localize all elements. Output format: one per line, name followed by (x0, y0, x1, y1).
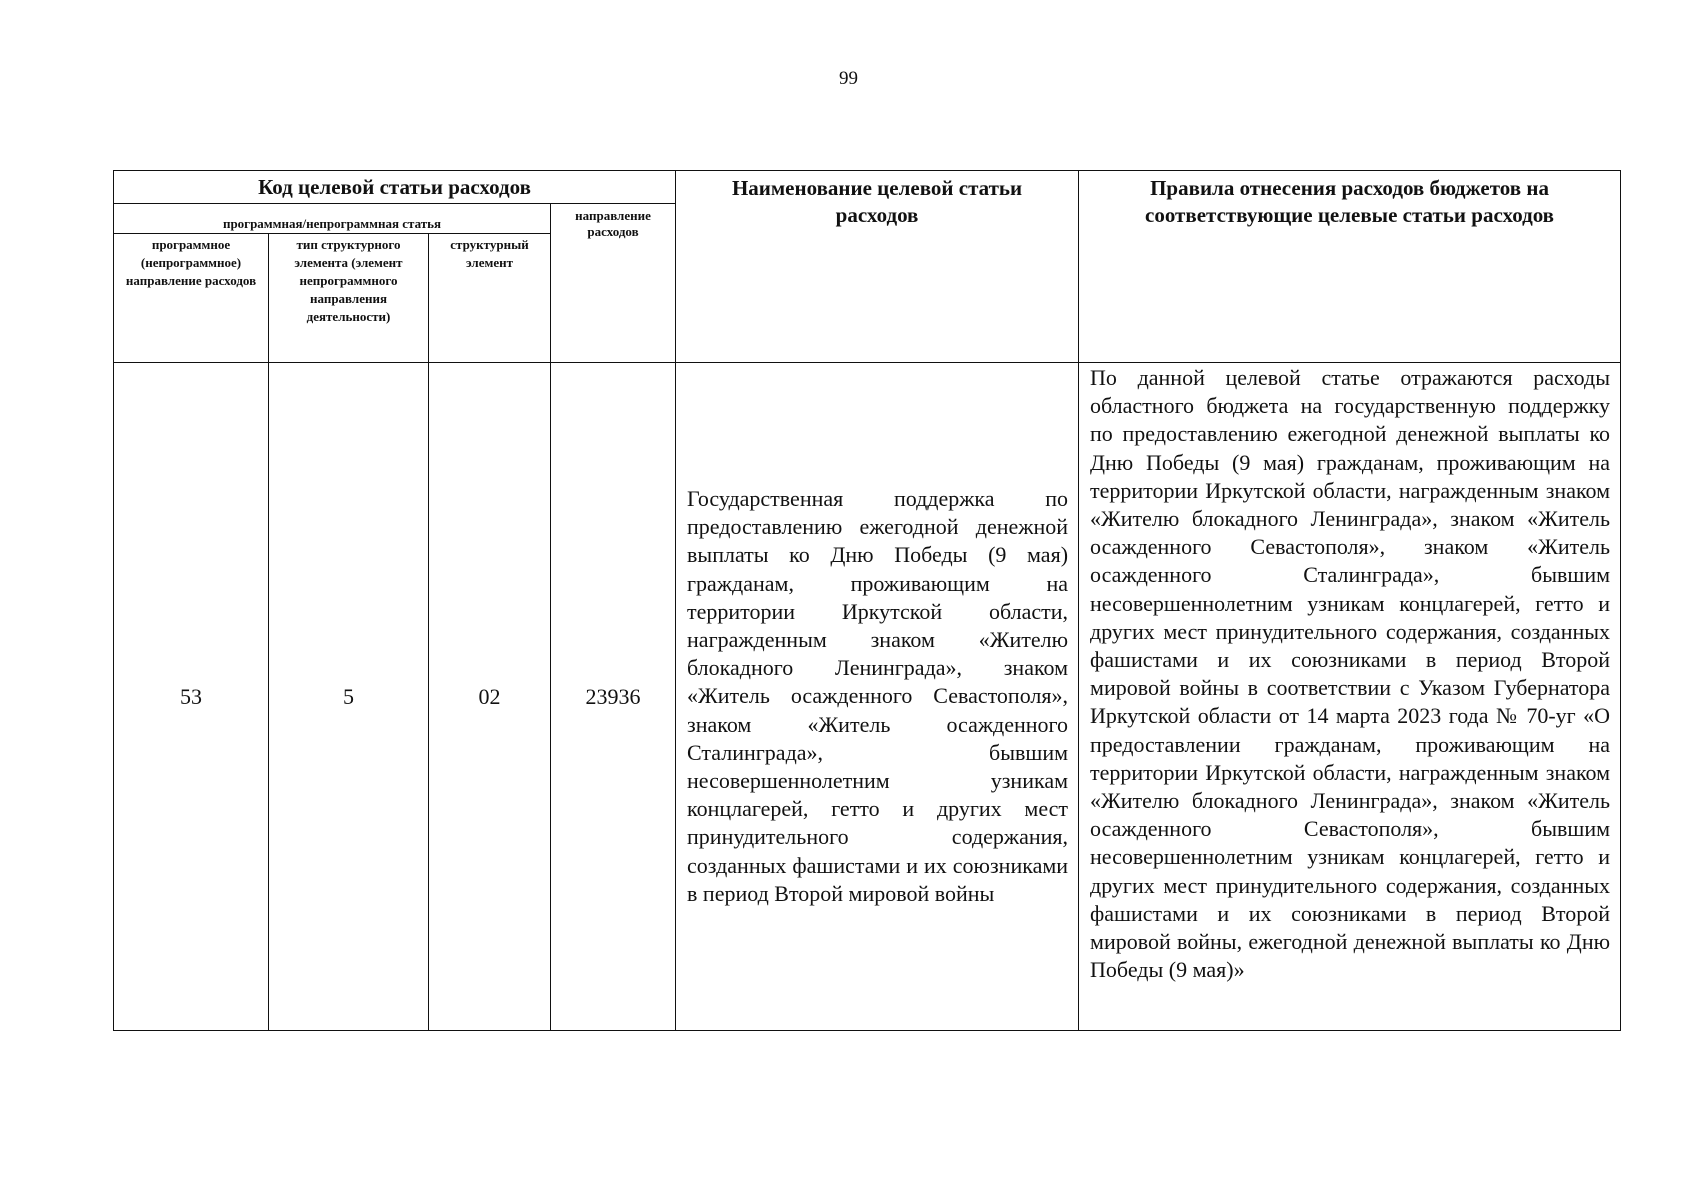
cell-structural-element-type: 5 (269, 363, 429, 1031)
header-allocation-rules: Правила отнесения расходов бюджетов на соответствующие целевые статьи расходов (1079, 171, 1621, 363)
cell-structural-element: 02 (429, 363, 551, 1031)
header-target-code: Код целевой статьи расходов (114, 171, 676, 204)
header-program-direction: программное (непрограммное) направление расходов (114, 234, 269, 363)
budget-classification-table (113, 170, 1621, 1031)
cell-allocation-rules: По данной целевой статье отражаются расходы областного бюджета на государственную поддержку по предоставлению ежегодной денежной выплаты ко Дню Победы (9 мая) гражданам, проживающим на территории Иркутской области, награжденным знаком «Жителю блокадного Ленинграда», знаком «Житель осажденного Севастополя», знаком «Житель осажденного Сталинграда», бывшим несовершеннолетним узникам концлагерей, гетто и других мест принудительного содержания, созданных фашистами и их союзниками в период Второй мировой войны в соответствии с Указом Губернатора Иркутской области от 14 марта 2023 года № 70-уг «О предоставлении гражданам, проживающим на территории Иркутской области, награжденным знаком «Жителю блокадного Ленинграда», знаком «Житель осажденного Севастополя», бывшим несовершеннолетним узникам концлагерей, гетто и других мест принудительного содержания, созданных фашистами и их союзниками в период Второй мировой войны, ежегодной денежной выплаты ко Дню Победы (9 мая)» (1079, 363, 1621, 1031)
cell-program-direction: 53 (114, 363, 269, 1031)
page-number: 99 (839, 68, 858, 89)
cell-item-name: Государственная поддержка по предоставлению ежегодной денежной выплаты ко Дню Победы (9 мая) гражданам, проживающим на территории Иркутской области, награжденным знаком «Жителю блокадного Ленинграда», знаком «Житель осажденного Севастополя», знаком «Житель осажденного Сталинграда», бывшим несовершеннолетним узникам концлагерей, гетто и других мест принудительного содержания, созданных фашистами и их союзниками в период Второй мировой войны (676, 363, 1079, 1031)
header-expense-direction: направление расходов (551, 204, 676, 363)
header-structural-element-type: тип структурного элемента (элемент непрограммного направления деятельности) (269, 234, 429, 363)
header-item-name: Наименование целевой статьи расходов (676, 171, 1079, 363)
cell-expense-direction: 23936 (551, 363, 676, 1031)
header-program-item: программная/непрограммная статья (114, 204, 551, 234)
header-structural-element: структурный элемент (429, 234, 551, 363)
